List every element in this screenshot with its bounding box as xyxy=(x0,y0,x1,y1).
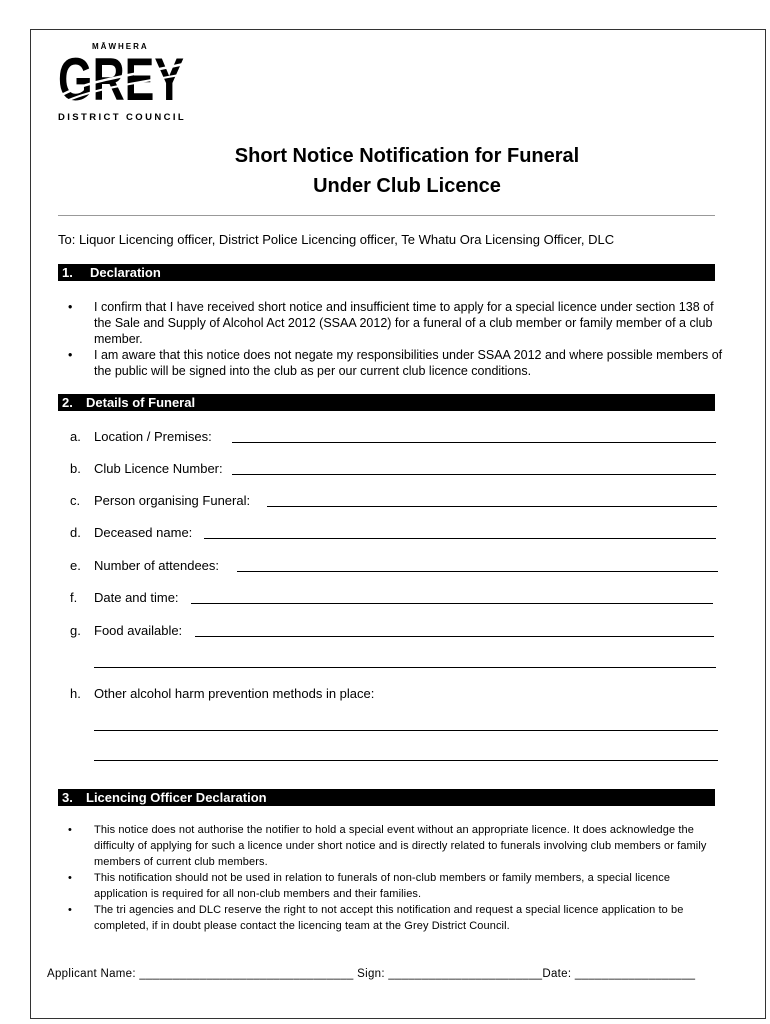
field-deceased xyxy=(70,525,192,540)
officer-text: The tri agencies and DLC reserve the right to not accept this notification and request a special licence application to be completed, if in doubt please contact the licencing team at the Grey District Council. xyxy=(94,904,684,932)
list-item xyxy=(68,870,723,902)
harm-prevention-input[interactable] xyxy=(94,730,718,731)
council-logo xyxy=(58,40,193,130)
svg-text:GREY: GREY xyxy=(58,52,184,110)
section-number: 2. xyxy=(62,395,73,410)
bullet-icon: • xyxy=(68,300,73,314)
sign-field[interactable]: Sign: _______________________ xyxy=(357,968,543,980)
field-label: Food available: xyxy=(94,623,183,638)
section-label: Declaration xyxy=(90,265,161,280)
declaration-text: I confirm that I have received short notice and insufficient time to apply for a special licence under section 138 of the Sale and Supply of Alcohol Act 2012 (SSAA 2012) for a funeral of a club member or family member of a club member. xyxy=(94,300,714,346)
declaration-list xyxy=(68,299,723,379)
officer-text: This notification should not be used in relation to funerals of non-club members or family members, a special licence application is required for all non-club members and their families. xyxy=(94,872,671,900)
page-title-line2: Under Club Licence xyxy=(313,175,501,197)
signature-footer xyxy=(47,968,695,980)
logo-top-text: MĀWHERA xyxy=(92,42,149,51)
list-item xyxy=(68,347,723,379)
field-letter: g. xyxy=(70,623,81,638)
section-header-declaration xyxy=(58,264,715,281)
list-item xyxy=(68,299,723,347)
field-letter: b. xyxy=(70,461,81,476)
field-label: Number of attendees: xyxy=(94,558,220,573)
field-letter: f. xyxy=(70,590,78,605)
location-input[interactable] xyxy=(232,442,716,443)
grey-logo-mark xyxy=(58,52,186,110)
field-location xyxy=(70,429,212,444)
field-club-licence xyxy=(70,461,223,476)
food-input[interactable] xyxy=(195,636,714,637)
field-letter: a. xyxy=(70,429,81,444)
attendees-input[interactable] xyxy=(237,571,718,572)
applicant-name-field[interactable]: Applicant Name: ________________________________ xyxy=(47,968,354,980)
officer-text: This notice does not authorise the notifier to hold a special event without an appropriate licence. It does acknowledge the difficulty of applying for such a licence under short notice and is directly related to funerals involving club members or family members of current club members. xyxy=(94,824,707,868)
officer-declaration-list xyxy=(68,822,723,934)
list-item xyxy=(68,822,723,870)
field-food xyxy=(70,623,182,638)
field-date-time xyxy=(70,590,179,605)
field-letter: h. xyxy=(70,686,81,701)
bullet-icon: • xyxy=(68,348,73,362)
club-licence-input[interactable] xyxy=(232,474,716,475)
field-label: Person organising Funeral: xyxy=(94,493,251,508)
section-number: 1. xyxy=(62,265,73,280)
field-attendees xyxy=(70,558,219,573)
field-letter: e. xyxy=(70,558,81,573)
field-harm-prevention xyxy=(70,686,374,701)
recipients-line: To: Liquor Licencing officer, District Police Licencing officer, Te Whatu Ora Licensing Officer, DLC xyxy=(58,232,615,247)
page-title-line1: Short Notice Notification for Funeral xyxy=(234,145,580,167)
organiser-input[interactable] xyxy=(267,506,717,507)
section-header-funeral-details xyxy=(58,394,715,411)
date-time-input[interactable] xyxy=(191,603,713,604)
section-header-officer-declaration xyxy=(58,789,715,806)
section-label: Licencing Officer Declaration xyxy=(86,790,267,805)
field-label: Club Licence Number: xyxy=(94,461,223,476)
logo-bottom-text: DISTRICT COUNCIL xyxy=(58,112,187,123)
food-input-line2[interactable] xyxy=(94,667,716,668)
bullet-icon: • xyxy=(68,904,72,916)
field-letter: c. xyxy=(70,493,81,508)
field-label: Location / Premises: xyxy=(94,429,212,444)
field-label: Other alcohol harm prevention methods in place: xyxy=(94,686,375,701)
section-number: 3. xyxy=(62,790,73,805)
declaration-text: I am aware that this notice does not negate my responsibilities under SSAA 2012 and where possible members of the public will be signed into the club as per our current club licence conditions. xyxy=(94,348,723,378)
field-letter: d. xyxy=(70,525,81,540)
list-item xyxy=(68,902,723,934)
harm-prevention-input-line2[interactable] xyxy=(94,760,718,761)
field-label: Deceased name: xyxy=(94,525,193,540)
field-label: Date and time: xyxy=(94,590,179,605)
date-field[interactable]: Date: __________________ xyxy=(542,968,696,980)
field-organiser xyxy=(70,493,250,508)
bullet-icon: • xyxy=(68,872,72,884)
bullet-icon: • xyxy=(68,824,72,836)
section-label: Details of Funeral xyxy=(86,395,196,410)
title-divider xyxy=(58,215,715,216)
deceased-input[interactable] xyxy=(204,538,716,539)
